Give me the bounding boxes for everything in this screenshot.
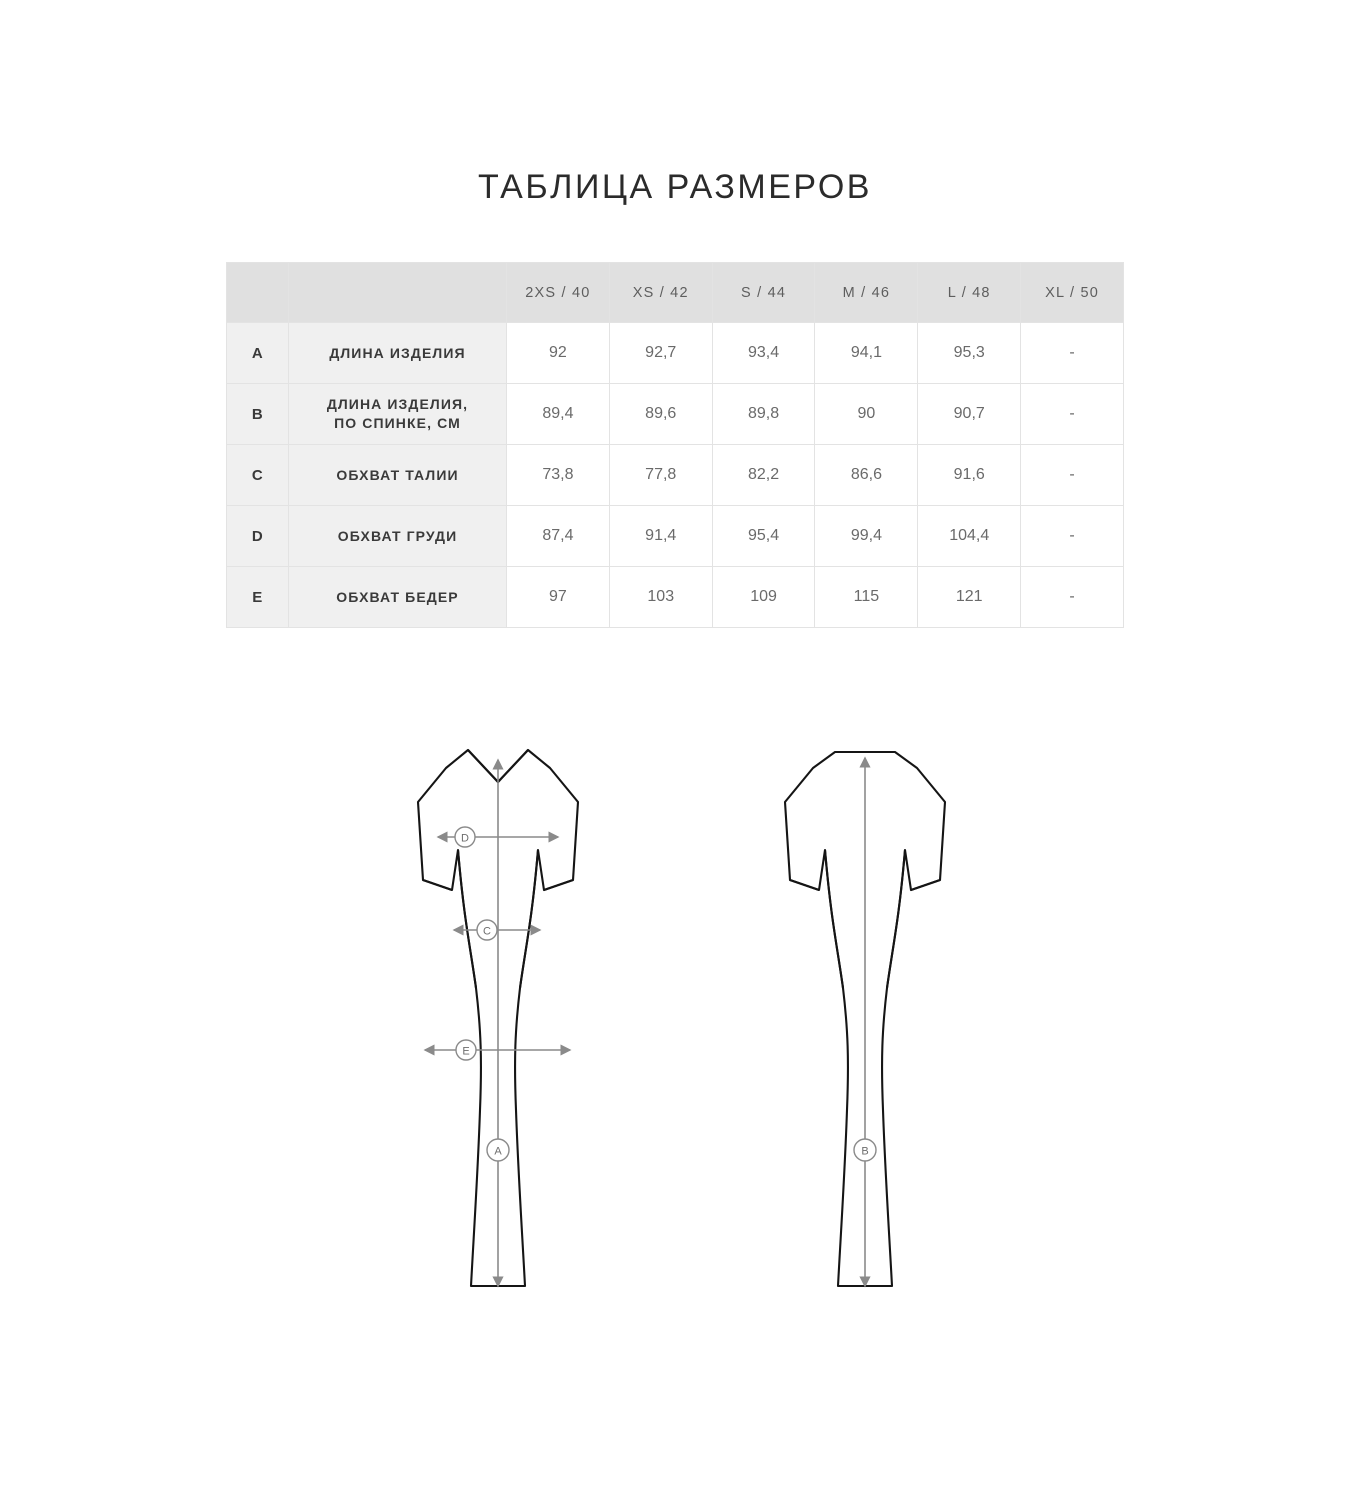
row-name: ОБХВАТ ТАЛИИ [289,445,507,506]
cell-value: 121 [918,567,1021,628]
table-header [227,263,1124,323]
marker-b-label: B [861,1145,869,1158]
size-table-container [226,262,1124,628]
cell-value: 91,6 [918,445,1021,506]
header-size-l: L / 48 [918,263,1021,323]
table-header-row [227,263,1124,323]
row-name: ОБХВАТ БЕДЕР [289,567,507,628]
cell-value: 104,4 [918,506,1021,567]
header-size-s: S / 44 [712,263,815,323]
marker-d-label: D [461,832,469,845]
cell-value: - [1021,384,1124,445]
cell-value: 94,1 [815,323,918,384]
cell-value: 99,4 [815,506,918,567]
header-size-m: M / 46 [815,263,918,323]
marker-a-label: A [494,1145,502,1158]
row-letter: D [227,506,289,567]
cell-value: 91,4 [609,506,712,567]
cell-value: - [1021,445,1124,506]
row-name: ОБХВАТ ГРУДИ [289,506,507,567]
cell-value: 95,4 [712,506,815,567]
header-size-2xs: 2XS / 40 [507,263,610,323]
table-row [227,445,1124,506]
table-row [227,323,1124,384]
dress-front-view [368,730,628,1310]
cell-value: 82,2 [712,445,815,506]
row-letter: B [227,384,289,445]
table-row [227,567,1124,628]
cell-value: 97 [507,567,610,628]
marker-e-label: E [462,1045,470,1058]
row-name-line2: ПО СПИНКЕ, СМ [334,415,461,431]
header-size-xs: XS / 42 [609,263,712,323]
row-letter: E [227,567,289,628]
cell-value: - [1021,567,1124,628]
cell-value: 115 [815,567,918,628]
dress-back-view [735,730,995,1310]
table-row [227,384,1124,445]
cell-value: 89,4 [507,384,610,445]
cell-value: 77,8 [609,445,712,506]
cell-value: 92,7 [609,323,712,384]
row-name [289,384,507,445]
marker-c-label: C [483,925,491,938]
cell-value: - [1021,506,1124,567]
cell-value: 86,6 [815,445,918,506]
table-body [227,323,1124,628]
cell-value: 73,8 [507,445,610,506]
header-size-xl: XL / 50 [1021,263,1124,323]
cell-value: 87,4 [507,506,610,567]
measurement-arrows [425,760,570,1286]
cell-value: 95,3 [918,323,1021,384]
cell-value: 90 [815,384,918,445]
measurement-arrows-back [854,758,876,1286]
cell-value: 89,6 [609,384,712,445]
cell-value: 109 [712,567,815,628]
cell-value: 103 [609,567,712,628]
cell-value: 89,8 [712,384,815,445]
table-row [227,506,1124,567]
cell-value: 92 [507,323,610,384]
page-title: ТАБЛИЦА РАЗМЕРОВ [478,168,872,206]
technical-drawings [0,700,1350,1340]
row-name: ДЛИНА ИЗДЕЛИЯ [289,323,507,384]
cell-value: - [1021,323,1124,384]
row-letter: A [227,323,289,384]
cell-value: 93,4 [712,323,815,384]
row-letter: C [227,445,289,506]
header-blank-letter [227,263,289,323]
row-name-line1: ДЛИНА ИЗДЕЛИЯ, [326,396,469,413]
size-table [226,262,1124,628]
cell-value: 90,7 [918,384,1021,445]
header-blank-name [289,263,507,323]
